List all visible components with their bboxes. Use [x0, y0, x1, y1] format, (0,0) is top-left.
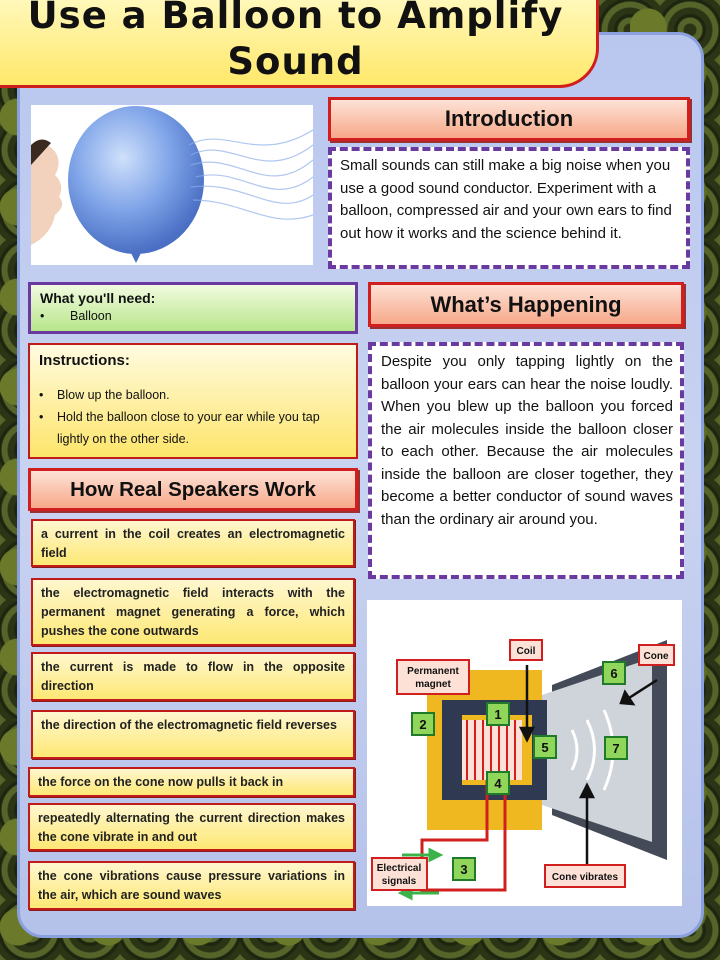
diagram-number-1: 1	[494, 707, 502, 722]
speakers-heading	[28, 468, 358, 511]
speaker-step	[28, 803, 355, 851]
needs-item-text: Balloon	[70, 309, 112, 323]
needs-heading: What you'll need:	[40, 290, 156, 306]
happening-text: Despite you only tapping lightly on the balloon your ears can hear the noise loudly. When you blew up the balloon you forced the air molecules inside the balloon closer to each other. Because the air molecules inside the balloon are closer together, they become a better conductor of sound waves than the ordinary air around you.	[381, 353, 673, 528]
speaker-step-text: a current in the coil creates an electromagnetic field	[41, 527, 345, 560]
happening-heading	[368, 282, 684, 327]
happening-body	[368, 342, 684, 579]
speaker-step-text: the electromagnetic field interacts with the permanent magnet generating a force, which pushes the cone outwards	[41, 586, 345, 638]
speaker-step-text: repeatedly alternating the current direction makes the cone vibrate in and out	[38, 811, 345, 844]
speaker-step	[28, 861, 355, 910]
speaker-step-text: the cone vibrations cause pressure variations in the air, which are sound waves	[38, 869, 345, 902]
speaker-step-text: the direction of the electromagnetic field reverses	[41, 718, 337, 732]
instruction-step: • Hold the balloon close to your ear while you tap lightly on the other side.	[39, 406, 347, 450]
introduction-heading-text: Introduction	[444, 106, 574, 131]
speakers-heading-text: How Real Speakers Work	[70, 478, 316, 501]
title-line-1: Use a Balloon to Amplify	[27, 0, 564, 37]
balloon-photo	[31, 105, 313, 265]
diagram-label-signals-1: Electrical	[376, 863, 422, 874]
speaker-step-text: the force on the cone now pulls it back in	[38, 775, 284, 789]
diagram-label-cone: Cone	[643, 651, 669, 662]
diagram-label-vibrates: Cone vibrates	[551, 872, 619, 883]
diagram-number-3: 3	[460, 862, 468, 877]
diagram-number-6: 6	[610, 666, 618, 681]
diagram-number-4: 4	[494, 776, 502, 791]
diagram-label-magnet-2: magnet	[415, 679, 451, 690]
speaker-step	[31, 519, 355, 567]
title-line-2: Sound	[227, 40, 364, 83]
diagram-label-signals-2: signals	[381, 876, 417, 887]
speaker-step	[31, 652, 355, 701]
diagram-label-magnet-1: Permanent	[407, 666, 459, 677]
needs-box	[28, 282, 358, 334]
introduction-body	[328, 147, 690, 269]
introduction-heading	[328, 97, 690, 141]
diagram-number-5: 5	[541, 740, 549, 755]
instruction-step: • Blow up the balloon.	[39, 384, 347, 406]
needs-item: • Balloon	[40, 309, 112, 323]
speaker-step	[31, 710, 355, 759]
instruction-step-text: Blow up the balloon.	[57, 388, 170, 402]
speaker-step	[28, 767, 355, 797]
speaker-step-text: the current is made to flow in the opposite direction	[41, 660, 345, 693]
introduction-text: Small sounds can still make a big noise when you use a good sound conductor. Experiment with a balloon, compressed air and your own ears to find out how it works and the science behind it.	[340, 157, 672, 242]
instructions-box	[28, 343, 358, 459]
speaker-diagram	[367, 600, 682, 906]
title-banner	[0, 0, 599, 88]
diagram-label-coil: Coil	[516, 646, 536, 657]
instructions-heading: Instructions:	[39, 352, 130, 369]
happening-heading-text: What’s Happening	[430, 292, 622, 317]
instruction-step-text: Hold the balloon close to your ear while you tap lightly on the other side.	[57, 410, 320, 446]
speaker-step	[31, 578, 355, 646]
diagram-number-7: 7	[612, 741, 620, 756]
diagram-number-2: 2	[419, 717, 427, 732]
